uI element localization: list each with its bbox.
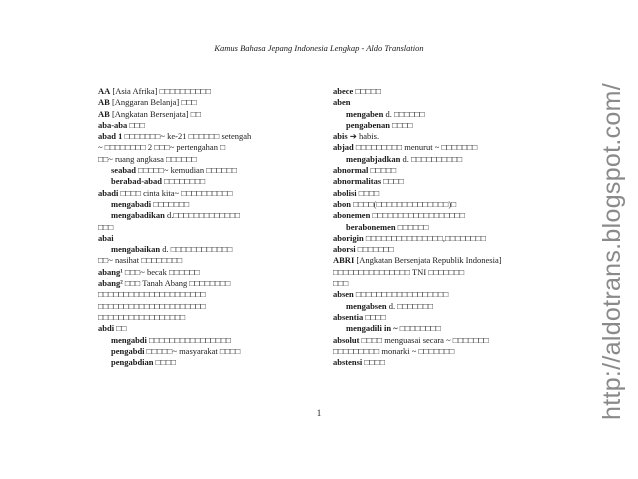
dictionary-entry xyxy=(98,120,323,131)
entry-definition: □□□□□ xyxy=(368,165,397,176)
entry-headword: abad 1 xyxy=(98,131,123,142)
entry-headword: abai xyxy=(98,232,114,243)
entry-headword: mengabjadkan xyxy=(346,153,401,164)
entry-definition: d. □□□□□□□□□□ xyxy=(400,153,463,164)
dictionary-entry xyxy=(98,301,323,312)
entry-headword: mengabsen xyxy=(346,300,387,311)
entry-definition: d.□□□□□□□□□□□□□ xyxy=(164,210,241,221)
entry-definition: □□□□□□□□□□□□□□□,□□□□□□□□ xyxy=(363,232,487,243)
entry-definition: □□□□ menguasai secara ~ □□□□□□□ xyxy=(359,334,489,345)
dictionary-entry xyxy=(333,233,548,244)
dictionary-entry xyxy=(98,165,323,176)
entry-definition: □□□□□□□□□□□□□□□ TNI □□□□□□□ xyxy=(333,266,465,277)
dictionary-entry xyxy=(333,210,548,221)
dictionary-entry xyxy=(333,131,548,142)
dictionary-entry xyxy=(98,255,323,266)
dictionary-entry xyxy=(333,323,548,334)
entry-definition: □□□ xyxy=(98,221,114,232)
entry-definition: □□□□□~ masyarakat □□□□ xyxy=(144,345,241,356)
entry-definition: □□□□□□□□□□□□□□□□ xyxy=(146,334,232,345)
entry-definition: □□□□□□□□□□□□□□□□□□ xyxy=(353,289,449,300)
watermark-url: http://aldotrans.blogspot.com/ xyxy=(598,83,626,420)
dictionary-entry xyxy=(333,222,548,233)
dictionary-entry xyxy=(333,335,548,346)
entry-definition: ~ □□□□□□□□ 2 □□□~ pertengahan □ xyxy=(98,142,226,153)
entry-definition: □□ xyxy=(114,323,127,334)
dictionary-entry xyxy=(98,97,323,108)
dictionary-entry xyxy=(333,267,548,278)
dictionary-entry xyxy=(98,312,323,323)
entry-definition: □□□□□ xyxy=(353,86,382,96)
entry-headword: aben xyxy=(333,97,351,108)
entry-definition: □□□□□□□ xyxy=(151,198,190,209)
dictionary-entry xyxy=(98,142,323,153)
entry-definition: d. □□□□□□□□□□□□ xyxy=(160,244,233,255)
right-column xyxy=(333,86,548,368)
dictionary-entry xyxy=(333,176,548,187)
entry-definition: □□□□□□□□□ monarki ~ □□□□□□□ xyxy=(333,345,455,356)
entry-headword: abadi xyxy=(98,187,119,198)
entry-headword: abang¹ xyxy=(98,266,123,277)
dictionary-entry xyxy=(98,188,323,199)
entry-definition: [Angkatan Bersenjata Republik Indonesia] xyxy=(354,255,502,266)
entry-headword: mengabaikan xyxy=(111,244,161,255)
entry-headword: mengabadi xyxy=(111,198,152,209)
entry-definition: d. □□□□□□ xyxy=(383,108,425,119)
entry-headword: berabonemen xyxy=(346,221,396,232)
entry-headword: AB xyxy=(98,97,110,108)
entry-headword: absen xyxy=(333,289,354,300)
dictionary-entry xyxy=(333,301,548,312)
dictionary-entry xyxy=(333,142,548,153)
dictionary-entry xyxy=(333,312,548,323)
dictionary-entry xyxy=(333,357,548,368)
entry-definition: □□□□ xyxy=(362,357,385,368)
entry-definition: □□□□□□□□□□□□□□□□□ xyxy=(98,311,186,322)
dictionary-entry xyxy=(98,210,323,221)
entry-headword: abonemen xyxy=(333,210,371,221)
entry-definition: [Angkatan Bersenjata] □□ xyxy=(109,108,202,119)
entry-headword: absentia xyxy=(333,311,364,322)
entry-definition: □□□□ xyxy=(356,187,380,198)
entry-definition: d. □□□□□□□ xyxy=(386,300,434,311)
entry-headword: abon xyxy=(333,198,351,209)
entry-definition: □□□□□□□□ xyxy=(397,323,441,334)
entry-headword: abnormal xyxy=(333,165,369,176)
entry-headword: mengadili in ~ xyxy=(346,323,398,334)
entry-definition: □□□□□~ kemudian □□□□□□ xyxy=(136,165,238,176)
entry-definition: □□□ Tanah Abang □□□□□□□□ xyxy=(122,278,231,289)
dictionary-entry xyxy=(98,278,323,289)
dictionary-entry xyxy=(333,97,548,108)
entry-definition: □□□□(□□□□□□□□□□□□□□)□ xyxy=(350,198,457,209)
entry-headword: abjad xyxy=(333,142,354,153)
dictionary-entry xyxy=(98,176,323,187)
dictionary-entry xyxy=(333,244,548,255)
entry-definition: □□□□ xyxy=(381,176,404,187)
entry-definition: [Asia Afrika] □□□□□□□□□□ xyxy=(110,86,211,96)
dictionary-entry xyxy=(98,244,323,255)
dictionary-entry xyxy=(98,233,323,244)
dictionary-entry xyxy=(98,323,323,334)
entry-headword: mengabadikan xyxy=(111,210,165,221)
entry-definition: □□□□□□□□□□□□□□□□□□ xyxy=(370,210,465,221)
dictionary-entry xyxy=(333,154,548,165)
entry-headword: abstensi xyxy=(333,357,363,368)
entry-definition: □□□□□□□ xyxy=(355,244,394,255)
dictionary-entry xyxy=(333,199,548,210)
entry-headword: abolisi xyxy=(333,187,357,198)
dictionary-entry xyxy=(98,222,323,233)
entry-definition: □□□□□□ xyxy=(395,221,429,232)
dictionary-entry xyxy=(98,267,323,278)
entry-headword: mengaben xyxy=(346,108,384,119)
page-header: Kamus Bahasa Jepang Indonesia Lengkap - Aldo Translation xyxy=(214,43,424,53)
dictionary-entry xyxy=(333,278,548,289)
entry-definition: □□□□ xyxy=(363,311,386,322)
entry-headword: pengabdian xyxy=(111,357,154,368)
dictionary-entry xyxy=(333,86,548,97)
dictionary-entry xyxy=(333,346,548,357)
entry-definition: □□□~ becak □□□□□□ xyxy=(122,266,200,277)
entry-definition: □□□□□□□□□ menurut ~ □□□□□□□ xyxy=(353,142,478,153)
entry-headword: absolut xyxy=(333,334,360,345)
entry-definition: □□□□ cinta kita~ □□□□□□□□□□ xyxy=(118,187,233,198)
entry-headword: seabad xyxy=(111,165,137,176)
dictionary-entry xyxy=(98,346,323,357)
entry-headword: pengabenan xyxy=(346,119,390,130)
entry-definition: □□~ ruang angkasa □□□□□□ xyxy=(98,153,197,164)
dictionary-entry xyxy=(98,109,323,120)
dictionary-entry xyxy=(98,289,323,300)
dictionary-entry xyxy=(333,120,548,131)
entry-definition: □□□□□□□□ xyxy=(162,176,206,187)
entry-definition: [Anggaran Belanja] □□□ xyxy=(109,97,197,108)
entry-definition: □□□ xyxy=(333,278,349,289)
page-number: 1 xyxy=(316,408,322,418)
entry-definition: □□□□ xyxy=(153,357,177,368)
dictionary-entry xyxy=(333,165,548,176)
entry-definition: □□□□ xyxy=(389,119,413,130)
entry-headword: AA xyxy=(98,86,111,96)
entry-headword: AB xyxy=(98,108,110,119)
dictionary-entry xyxy=(98,335,323,346)
entry-headword: abis xyxy=(333,131,348,142)
left-column xyxy=(98,86,323,368)
dictionary-entry xyxy=(98,357,323,368)
dictionary-entry xyxy=(98,199,323,210)
dictionary-entry xyxy=(333,289,548,300)
entry-definition: ➔ habis. xyxy=(347,131,380,142)
entry-headword: ABRI xyxy=(333,255,355,266)
entry-definition: □□□□□□□□□□□□□□□□□□□□□ xyxy=(98,300,206,311)
entry-definition: □□□□□□□~ ke-21 □□□□□□ setengah xyxy=(122,131,252,142)
entry-headword: aborigin xyxy=(333,232,364,243)
dictionary-entry xyxy=(98,131,323,142)
dictionary-entry xyxy=(333,188,548,199)
dictionary-entry xyxy=(98,86,323,97)
entry-headword: aba-aba xyxy=(98,119,128,130)
entry-headword: abnormalitas xyxy=(333,176,382,187)
entry-definition: □□□□□□□□□□□□□□□□□□□□□ xyxy=(98,289,206,300)
entry-headword: abang² xyxy=(98,278,123,289)
entry-headword: abdi xyxy=(98,323,115,334)
entry-definition: □□□ xyxy=(127,119,145,130)
entry-headword: abece xyxy=(333,86,354,96)
dictionary-entry xyxy=(333,255,548,266)
dictionary-entry xyxy=(98,154,323,165)
dictionary-entry xyxy=(333,109,548,120)
entry-headword: berabad-abad xyxy=(111,176,163,187)
entry-definition: □□~ nasihat □□□□□□□□ xyxy=(98,255,183,266)
entry-headword: mengabdi xyxy=(111,334,147,345)
entry-headword: aborsi xyxy=(333,244,356,255)
entry-headword: pengabdi xyxy=(111,345,145,356)
